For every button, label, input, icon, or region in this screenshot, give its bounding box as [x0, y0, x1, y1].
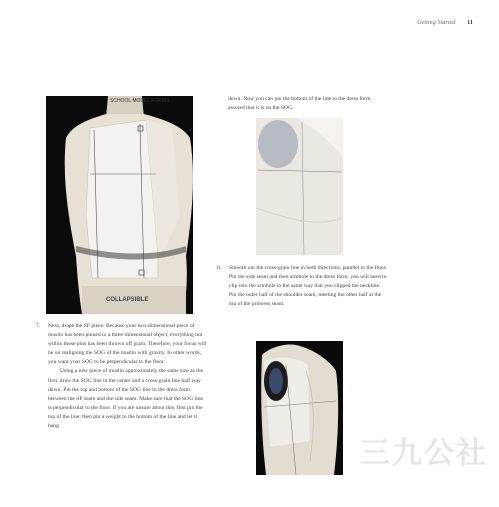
step-7-paragraph-1: Next, drape the SF piece. Because your two-dimensional piece of muslin has been pinned to a three-dimensional object, everything not within those pins has been thrown off grain. Therefore, your focus will be on realigning the SOG of the muslin with gravity. In other words, you want your SOG to be perpendicular to the floor. — [48, 323, 207, 366]
step-8-number: 8. — [217, 265, 222, 271]
form-label-bottom: COLLAPSIBLE — [106, 297, 149, 303]
dress-form-side-closeup-illustration — [256, 118, 343, 255]
step-7-number: 7. — [36, 323, 41, 329]
dress-form-side-illustration — [256, 341, 343, 475]
form-label-top: SCHOOL MODEL FORMS — [110, 98, 170, 104]
step-8-body: Smooth out the cross-grain line in both directions, parallel to the floor. Pin the side seam and then armhole to the dress form; you will need to clip into the armhole in the same way that you clipped the neckline. Pin the outer half of the shoulder seam, meeting the other half at the top of the princess seam. — [229, 265, 387, 308]
running-head — [417, 20, 473, 26]
dress-form-side-photo — [256, 341, 343, 475]
page-number: 11 — [467, 20, 473, 26]
step-7 — [36, 322, 208, 431]
step-7-body — [48, 322, 208, 431]
section-title: Getting Started — [417, 20, 456, 26]
dress-form-front-illustration — [46, 96, 193, 314]
dress-form-side-closeup-photo — [256, 118, 343, 255]
step-7-paragraph-2: Using a new piece of muslin approximately the same size as the first, draw the SOG line in the center and a cross-grain line half way down. Pin the top and bottom of the SOG line to the dress form between the SF seam and the side seam. Make sure that the SOG line is perpendicular to the floor. If you are unsure about this, first pin the top of the line; then pin a weight to the bottom of the line and let it hang — [48, 368, 204, 430]
step-8 — [217, 264, 387, 309]
top-continuation-text: down. Now you can pin the bottom of the line to the dress form assured that it is on the SOG. — [228, 96, 371, 112]
dress-form-front-photo — [46, 96, 193, 314]
watermark: 三九公社 — [360, 436, 488, 471]
